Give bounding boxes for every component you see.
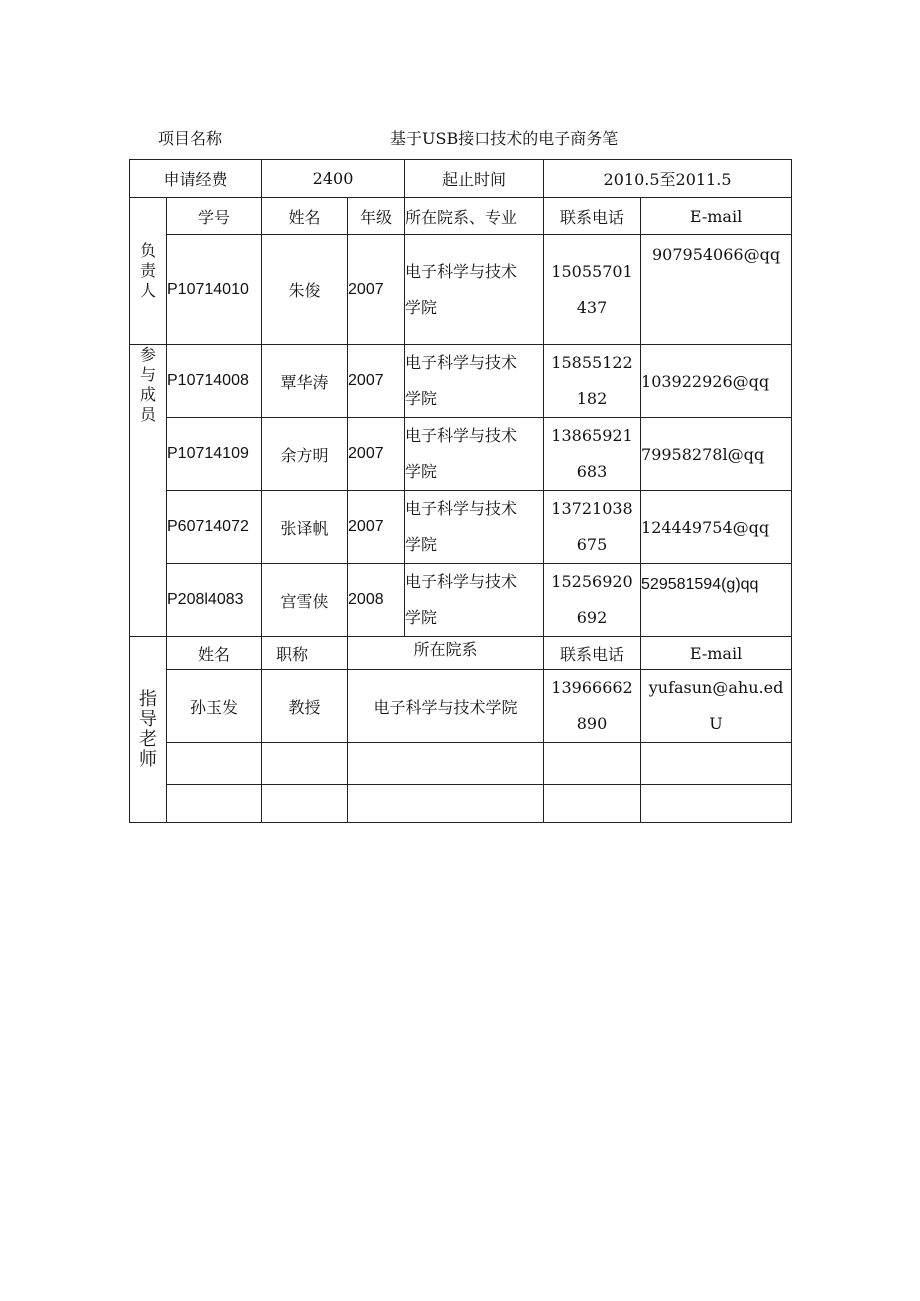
student-header-row (130, 198, 792, 235)
member-dept: 电子科学与技术 学院 (405, 345, 544, 418)
col-phone: 联系电话 (544, 198, 641, 235)
application-form-table (129, 159, 792, 823)
advisor-phone: 13966662 890 (544, 670, 641, 743)
member-row (130, 345, 792, 418)
member-email: 529581594(g)qq (641, 564, 792, 637)
leader-grade: 2007 (348, 235, 405, 345)
col-email: E-mail (641, 198, 792, 235)
leader-name: 朱俊 (262, 235, 348, 345)
empty-cell (167, 743, 262, 785)
member-row (130, 418, 792, 491)
advisor-col-phone: 联系电话 (544, 637, 641, 670)
member-grade: 2007 (348, 418, 405, 491)
empty-cell (262, 743, 348, 785)
empty-cell (544, 743, 641, 785)
period-label: 起止时间 (405, 160, 544, 198)
leader-student-id: P10714010 (167, 235, 262, 345)
member-name: 余方明 (262, 418, 348, 491)
budget-row (130, 160, 792, 198)
member-name: 宫雪侠 (262, 564, 348, 637)
members-section-label: 参 与 成 员 (130, 345, 167, 637)
col-name: 姓名 (262, 198, 348, 235)
advisor-col-email: E-mail (641, 637, 792, 670)
member-row (130, 491, 792, 564)
member-grade: 2007 (348, 491, 405, 564)
empty-advisor-row (130, 743, 792, 785)
empty-cell (641, 743, 792, 785)
leader-dept: 电子科学与技术 学院 (405, 235, 544, 345)
member-email: 103922926@qq (641, 345, 792, 418)
advisor-col-title: 职称 (262, 637, 348, 670)
leader-phone: 15055701 437 (544, 235, 641, 345)
member-phone: 13721038 675 (544, 491, 641, 564)
member-grade: 2007 (348, 345, 405, 418)
empty-cell (167, 785, 262, 823)
budget-value: 2400 (262, 160, 405, 198)
project-name-value: 基于USB接口技术的电子商务笔 (390, 129, 619, 148)
member-student-id: P208l4083 (167, 564, 262, 637)
leader-email: 907954066@qq (641, 235, 792, 345)
member-phone: 15256920 692 (544, 564, 641, 637)
leader-row (130, 235, 792, 345)
member-email: 124449754@qq (641, 491, 792, 564)
col-grade: 年级 (348, 198, 405, 235)
member-name: 覃华涛 (262, 345, 348, 418)
advisor-dept: 电子科学与技术学院 (348, 670, 544, 743)
empty-cell (348, 785, 544, 823)
member-dept: 电子科学与技术 学院 (405, 418, 544, 491)
advisor-row (130, 670, 792, 743)
empty-cell (348, 743, 544, 785)
empty-advisor-row (130, 785, 792, 823)
member-dept: 电子科学与技术 学院 (405, 564, 544, 637)
period-value: 2010.5至2011.5 (544, 160, 792, 198)
empty-cell (544, 785, 641, 823)
advisor-col-dept: 所在院系 (348, 637, 544, 670)
project-name-label: 项目名称 (158, 129, 223, 148)
member-row (130, 564, 792, 637)
empty-cell (641, 785, 792, 823)
member-dept: 电子科学与技术 学院 (405, 491, 544, 564)
advisor-name: 孙玉发 (167, 670, 262, 743)
col-dept: 所在院系、专业 (405, 198, 544, 235)
member-phone: 15855122 182 (544, 345, 641, 418)
member-student-id: P60714072 (167, 491, 262, 564)
leader-section-label: 负 责 人 (130, 198, 167, 345)
budget-label: 申请经费 (130, 160, 262, 198)
advisor-header-row (130, 637, 792, 670)
member-grade: 2008 (348, 564, 405, 637)
advisor-title: 教授 (262, 670, 348, 743)
member-student-id: P10714008 (167, 345, 262, 418)
advisor-section-label: 指 导 老 师 (130, 637, 167, 823)
empty-cell (262, 785, 348, 823)
member-email: 79958278l@qq (641, 418, 792, 491)
advisor-col-name: 姓名 (167, 637, 262, 670)
col-student-id: 学号 (167, 198, 262, 235)
advisor-email: yufasun@ahu.ed U (641, 670, 792, 743)
member-phone: 13865921 683 (544, 418, 641, 491)
member-name: 张译帆 (262, 491, 348, 564)
member-student-id: P10714109 (167, 418, 262, 491)
